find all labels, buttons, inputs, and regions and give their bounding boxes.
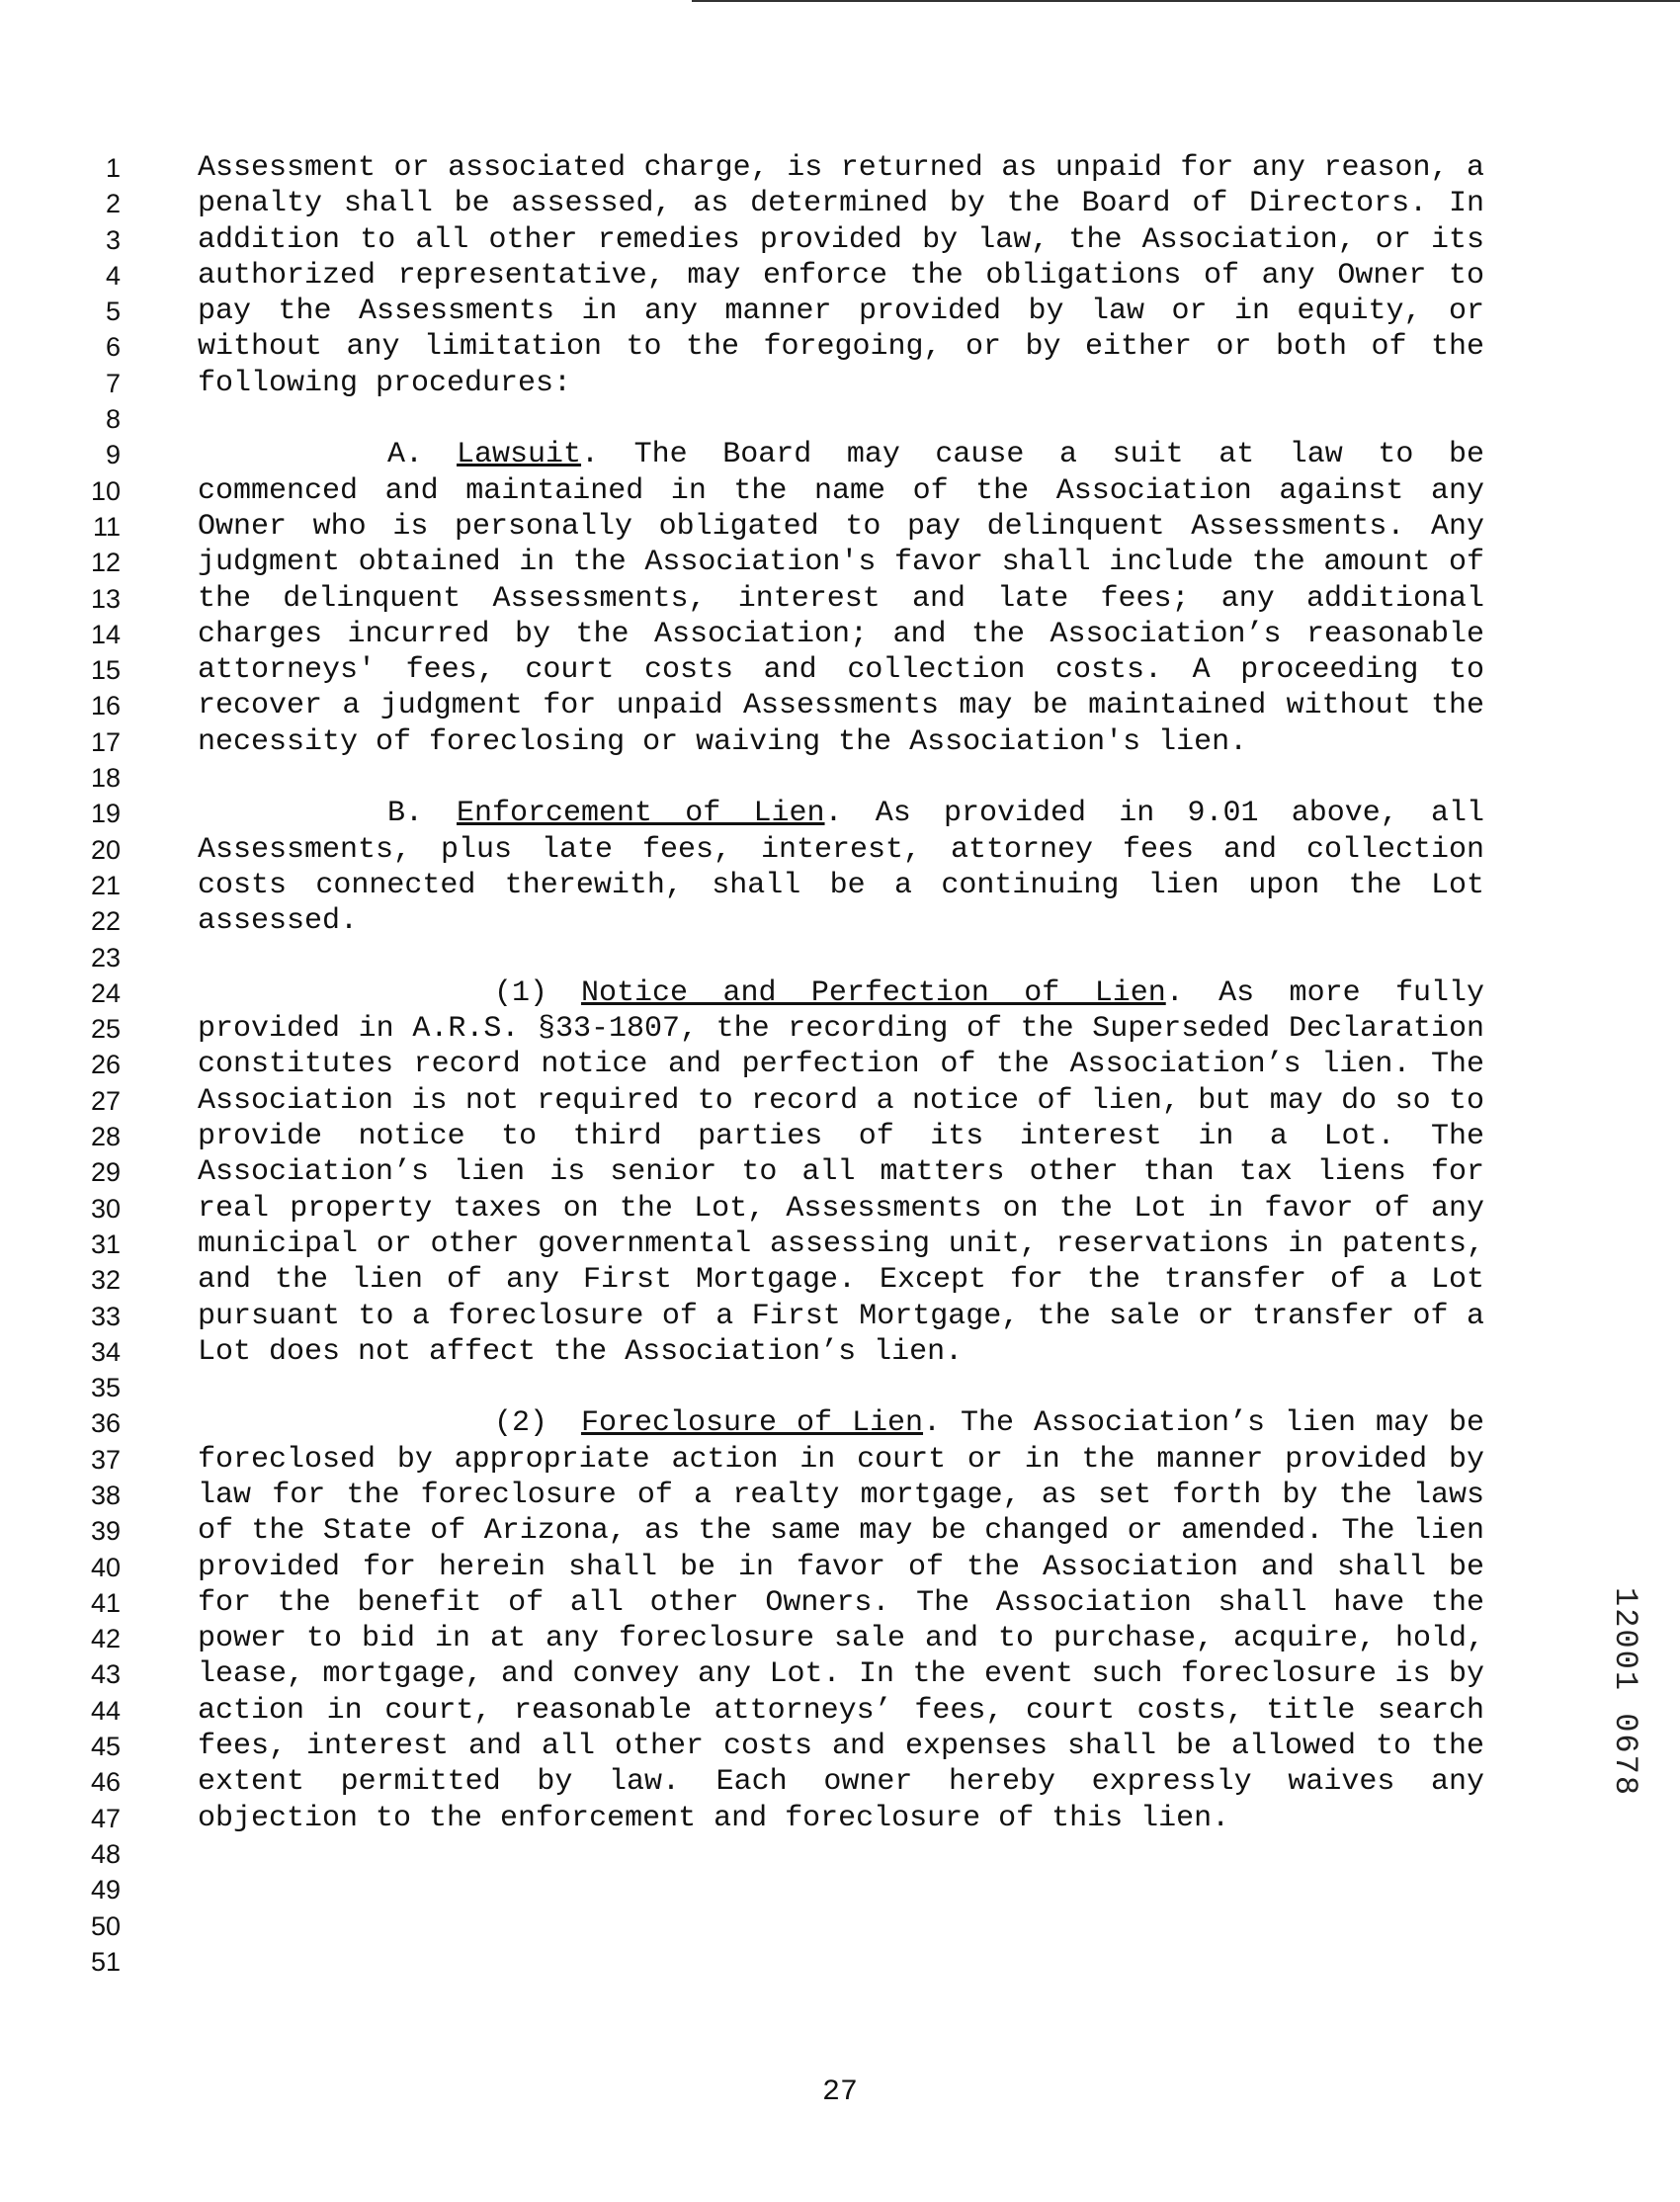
line-number: 39 [91, 1516, 122, 1547]
section-a-paragraph [198, 437, 1484, 760]
page-number: 27 [821, 2075, 858, 2109]
section-a-title: Lawsuit [457, 438, 582, 472]
line-number: 10 [91, 475, 122, 506]
line-number: 16 [91, 691, 122, 721]
section-b-paragraph [198, 796, 1484, 939]
section-b-label: B. [387, 797, 424, 831]
line-number: 37 [91, 1444, 122, 1475]
line-number: 50 [91, 1910, 122, 1941]
section-b2-text: . The Association’s lien may be foreclosed by appropriate action in court or in the manner provided by law for the foreclosure of a realty mortgage, as set forth by the laws of the State of Arizona, as the same may be changed or amended. The lien provided for herein shall be in favor of the Association and shall be for the benefit of all other Owners. The Association shall have the power to bid in at any foreclosure sale and to purchase, acquire, hold, lease, mortgage, and convey any Lot. In the event such foreclosure is by action in court, reasonable attorneys’ fees, court costs, title search fees, interest and all other costs and expenses shall be allowed to the extent permitted by law. Each owner hereby expressly waives any objection to the enforcement and foreclosure of this lien. [198, 1406, 1484, 1835]
line-number: 18 [91, 763, 122, 794]
line-number: 44 [91, 1695, 122, 1726]
line-number: 1 [105, 153, 121, 183]
intro-paragraph: Assessment or associated charge, is returned as unpaid for any reason, a penalty shall be assessed, as determined by the Board of Directors. In addition to all other remedies provided by law, the Association, or its authorized representative, may enforce the obligations of any Owner to pay the Assessments in any manner provided by law or in equity, or without any limitation to the foregoing, or by either or both of the following procedures: [198, 151, 1484, 400]
line-number: 32 [91, 1265, 122, 1296]
line-number: 38 [91, 1480, 122, 1510]
line-number: 30 [91, 1193, 122, 1224]
line-number: 2 [105, 189, 121, 219]
line-number: 45 [91, 1732, 122, 1762]
line-number: 36 [91, 1408, 122, 1439]
document-body [198, 150, 1484, 1872]
line-number: 20 [91, 834, 122, 865]
line-number: 27 [91, 1085, 122, 1116]
line-number: 4 [105, 260, 121, 291]
line-number: 8 [105, 404, 121, 435]
line-number: 47 [91, 1803, 122, 1833]
section-b-title: Enforcement of Lien [457, 797, 825, 831]
section-b2-paragraph [198, 1405, 1484, 1836]
line-number: 24 [91, 977, 122, 1008]
line-number: 25 [91, 1014, 122, 1045]
line-number: 21 [91, 870, 122, 900]
section-b1-paragraph [198, 975, 1484, 1370]
section-a-text: . The Board may cause a suit at law to be commenced and maintained in the name of the Association against any Owner who is personally obligated to pay delinquent Assessments. Any judgment obtained in the Association's favor shall include the amount of the delinquent Assessments, interest and late fees; any additional charges incurred by the Association; and the Association’s reasonable attorneys' fees, court costs and collection costs. A proceeding to recover a judgment for unpaid Assessments may be maintained without the necessity of foreclosing or waiving the Association's lien. [198, 438, 1484, 759]
line-number: 17 [91, 726, 122, 757]
line-number: 41 [91, 1587, 122, 1618]
section-b1-title: Notice and Perfection of Lien [581, 975, 1166, 1010]
section-b-text: . As provided in 9.01 above, all Assessments, plus late fees, interest, attorney fees and collection costs connected therewith, shall be a continuing lien upon the Lot assessed. [198, 797, 1484, 939]
line-number: 12 [91, 548, 122, 578]
section-b1-label: (1) [494, 975, 548, 1010]
line-number: 7 [105, 368, 121, 398]
top-scan-edge-line [692, 0, 1680, 2]
line-number: 33 [91, 1301, 122, 1331]
line-number-column [91, 150, 121, 1980]
line-number: 14 [91, 619, 122, 649]
line-number: 28 [91, 1122, 122, 1152]
line-number: 23 [91, 942, 122, 973]
line-number: 51 [91, 1946, 122, 1977]
line-number: 19 [91, 799, 122, 829]
line-number: 48 [91, 1838, 122, 1869]
line-number: 29 [91, 1157, 122, 1188]
line-number: 31 [91, 1228, 122, 1259]
line-number: 22 [91, 906, 122, 937]
line-number: 49 [91, 1875, 122, 1906]
line-number: 9 [105, 440, 121, 470]
line-number: 46 [91, 1767, 122, 1798]
line-number: 40 [91, 1552, 122, 1582]
line-number: 11 [92, 511, 121, 542]
line-number: 5 [105, 296, 121, 327]
recording-stamp: 12001 0678 [1607, 1587, 1643, 1798]
line-number: 15 [91, 655, 122, 686]
section-b1-text: . As more fully provided in A.R.S. §33-1807, the recording of the Superseded Declaration constitutes record notice and perfection of the Association’s lien. The Association is not required to record a notice of lien, but may do so to provide notice to third parties of its interest in a Lot. The Association’s lien is senior to all matters other than tax liens for real property taxes on the Lot, Assessments on the Lot in favor of any municipal or other governmental assessing unit, reservations in patents, and the lien of any First Mortgage. Except for the transfer of a Lot pursuant to a foreclosure of a First Mortgage, the sale or transfer of a Lot does not affect the Association’s lien. [198, 975, 1484, 1369]
line-number: 35 [91, 1373, 122, 1403]
line-number: 3 [105, 224, 121, 255]
section-b2-title: Foreclosure of Lien [581, 1406, 924, 1441]
section-b2-label: (2) [494, 1406, 548, 1441]
line-number: 43 [91, 1659, 122, 1690]
line-number: 6 [105, 332, 121, 363]
section-a-label: A. [387, 438, 424, 472]
line-number: 13 [91, 583, 122, 614]
line-number: 26 [91, 1050, 122, 1080]
line-number: 42 [91, 1624, 122, 1654]
line-number: 34 [91, 1336, 122, 1367]
